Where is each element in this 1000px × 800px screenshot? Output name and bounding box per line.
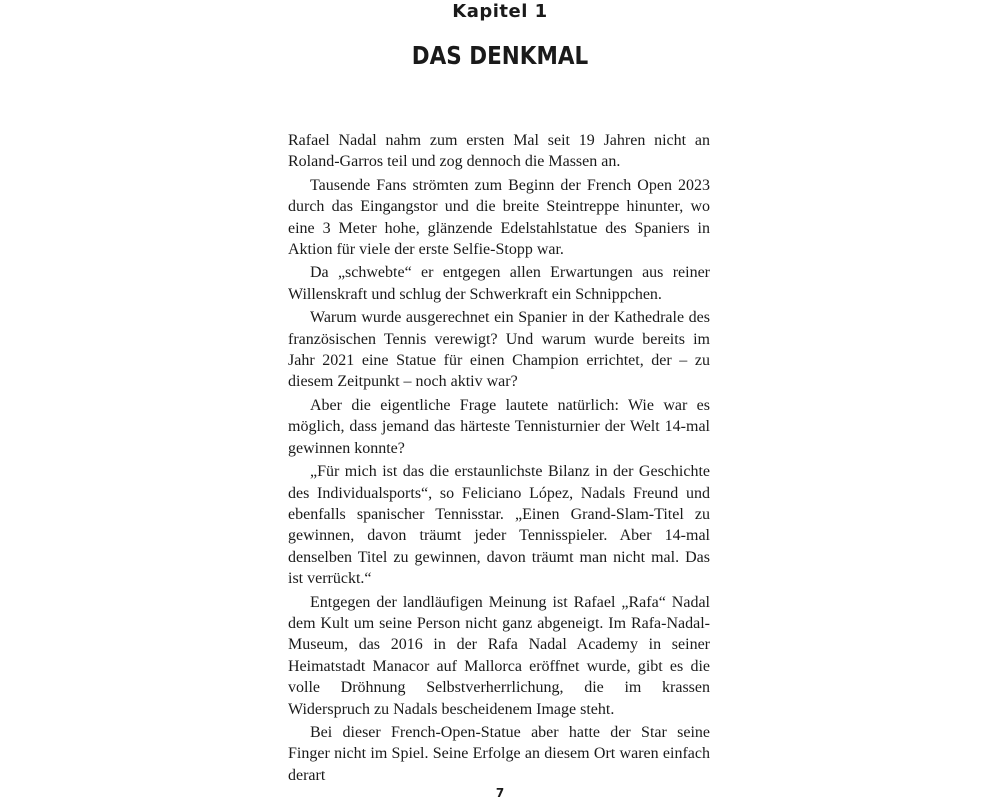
paragraph: Rafael Nadal nahm zum ersten Mal seit 19 Jahren nicht an Roland-Garros teil und zog dennoch die Massen an.: [288, 132, 710, 171]
paragraph: Entgegen der landläufigen Meinung ist Rafael „Rafa“ Nadal dem Kult um seine Person nicht ganz abgeneigt. Im Rafa-Nadal-Museum, das 2016 in der Rafa Nadal Academy in seiner Heimatstadt Manacor auf Mallorca eröffnet wurde, gibt es die volle Dröhnung Selbstverherrlichung, die im krassen Widerspruch zu Nadals bescheidenem Image steht.: [288, 593, 710, 718]
paragraph: Bei dieser French-Open-Statue aber hatte der Star seine Finger nicht im Spiel. Seine Erfolge an diesem Ort waren einfach derart: [288, 723, 710, 784]
page-number: 7: [495, 786, 505, 800]
paragraph: Aber die eigentliche Frage lautete natürlich: Wie war es möglich, dass jemand das härteste Tennisturnier der Welt 14-mal gewinnen konnte?: [288, 396, 710, 457]
chapter-label: Kapitel 1: [452, 1, 548, 22]
paragraph: „Für mich ist das die erstaunlichste Bilanz in der Geschichte des Individualsports“, so Feliciano López, Nadals Freund und ebenfalls spanischer Tennisstar. „Einen Grand-Slam-Titel zu gewinnen, davon träumt jeder Tennisspieler. Aber 14-mal denselben Titel zu gewinnen, davon träumt man nicht mal. Das ist verrückt.“: [288, 463, 710, 588]
paragraph: Tausende Fans strömten zum Beginn der French Open 2023 durch das Eingangstor und die breite Steintreppe hinunter, wo eine 3 Meter hohe, glänzende Edelstahlstatue des Spaniers in Aktion für viele der erste Selfie-Stopp war.: [288, 176, 710, 259]
paragraph: Warum wurde ausgerechnet ein Spanier in der Kathedrale des französischen Tennis verewigt? Und warum wurde bereits im Jahr 2021 eine Statue für einen Champion errichtet, der – zu diesem Zeitpunkt – noch aktiv war?: [288, 309, 710, 391]
paragraph: Da „schwebte“ er entgegen allen Erwartungen aus reiner Willenskraft und schlug der Schwerkraft ein Schnippchen.: [288, 264, 710, 303]
body-text: [288, 130, 710, 786]
chapter-title: DAS DENKMAL: [411, 41, 589, 70]
